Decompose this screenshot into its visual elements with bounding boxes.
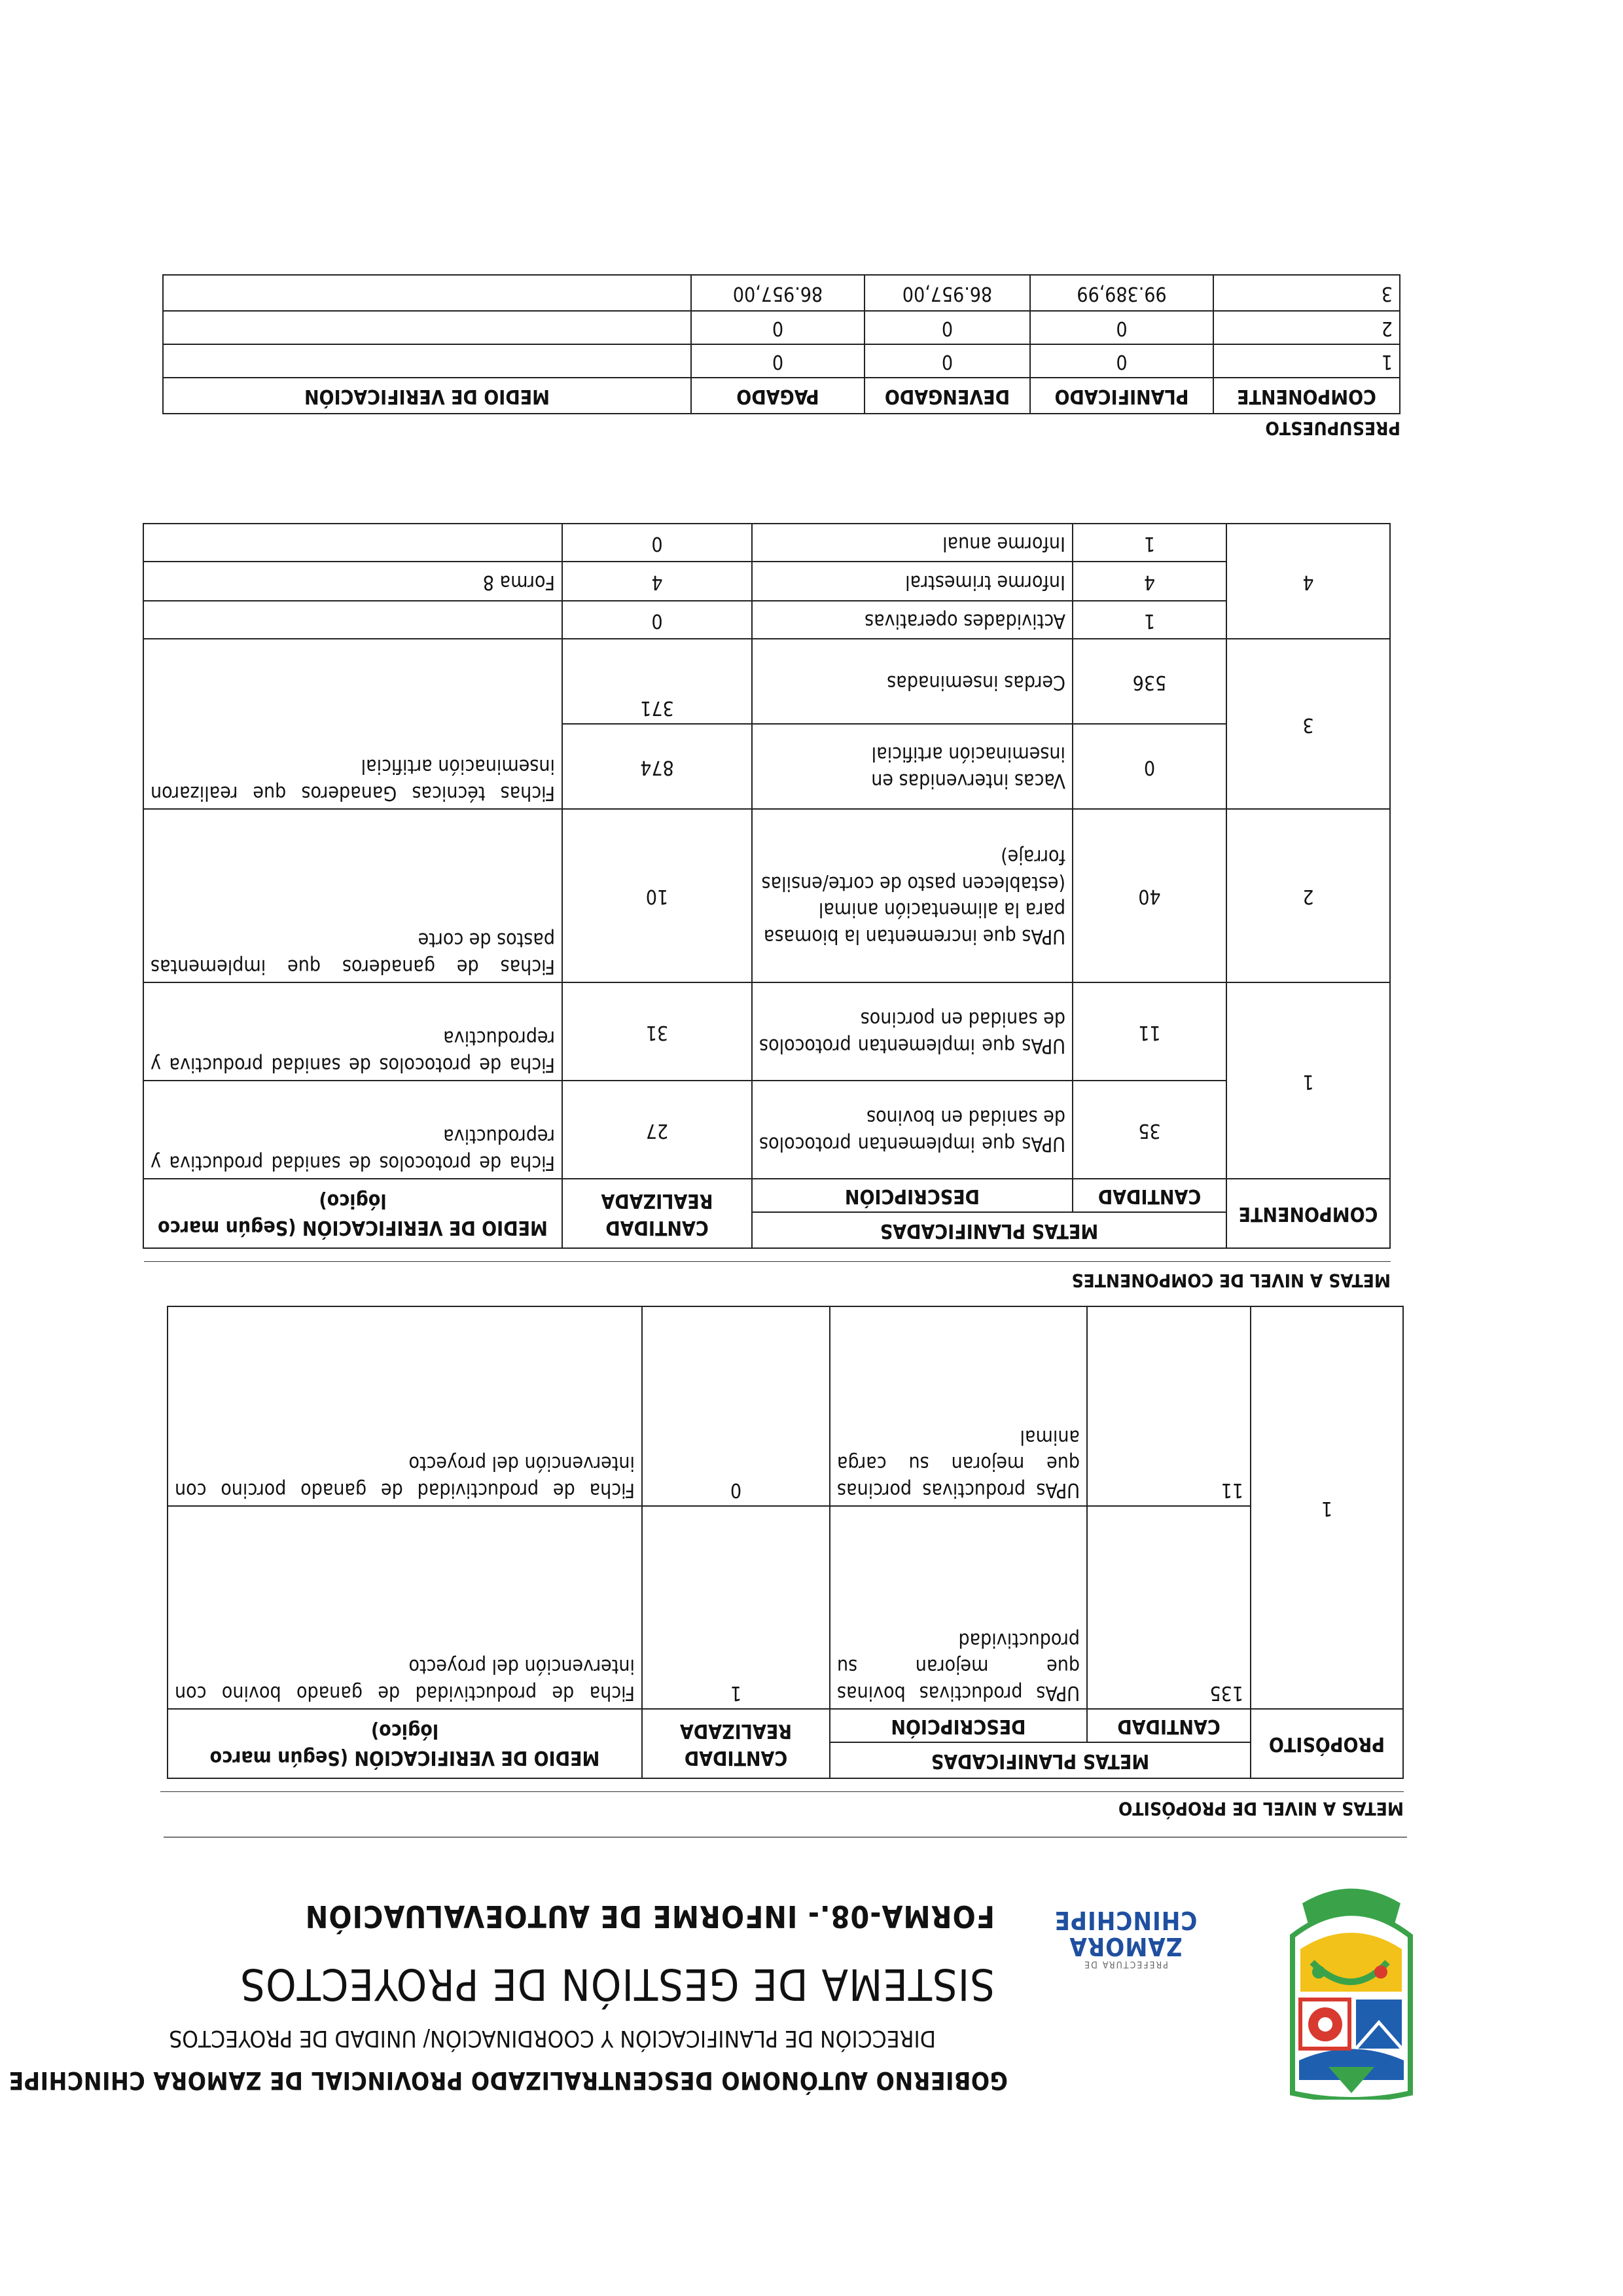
- table-row: [143, 601, 1390, 639]
- componentes-table: [143, 523, 1391, 1249]
- pagado-cell: 0: [691, 344, 865, 378]
- descripcion-cell: UPAs productivas bovinas que mejoran su productividad: [830, 1506, 1087, 1709]
- proposito-number: 1: [1251, 1306, 1403, 1709]
- table-row: [143, 982, 1390, 1081]
- realizada-cell: 874: [562, 724, 752, 809]
- medio-cell: Forma 8: [143, 562, 562, 601]
- cantidad-cell: 40: [1073, 809, 1226, 982]
- descripcion-header: DESCRIPCIÓN: [830, 1709, 1087, 1742]
- table-row: [143, 1081, 1390, 1179]
- medio-cell: [143, 524, 562, 562]
- proposito-table: [167, 1306, 1404, 1779]
- descripcion-cell: UPAs que implementan protocolos de sanidad en porcinos: [752, 982, 1073, 1081]
- presupuesto-table: [162, 274, 1400, 414]
- realizada-cell: 27: [562, 1081, 752, 1179]
- descripcion-cell: Vacas intervenidas en inseminación artificial: [752, 724, 1073, 809]
- descripcion-cell: Cerdas inseminadas: [752, 639, 1073, 724]
- planificado-cell: 99.389,99: [1030, 275, 1213, 311]
- devengado-cell: 86.957,00: [865, 275, 1030, 311]
- planificado-cell: 0: [1030, 311, 1213, 344]
- medio-cell: [163, 344, 691, 378]
- form-title: FORMA-08.- INFORME DE AUTOEVALUACIÓN: [304, 1899, 995, 1934]
- descripcion-cell: Actividades operativas: [752, 601, 1073, 639]
- devengado-cell: 0: [865, 344, 1030, 378]
- descripcion-header: DESCRIPCIÓN: [752, 1179, 1073, 1212]
- medio-cell: [163, 311, 691, 344]
- medio-cell: Fichas técnicas Ganaderos que realizaron inseminación artificial: [143, 639, 562, 809]
- cantidad-cell: 1: [1073, 524, 1226, 562]
- cantidad-cell: 0: [1073, 724, 1226, 809]
- cantidad-header: CANTIDAD: [1073, 1179, 1226, 1212]
- table-row: [163, 344, 1400, 378]
- table-row: [163, 311, 1400, 344]
- metas-header: METAS PLANIFICADAS: [752, 1212, 1226, 1248]
- descripcion-cell: UPAs que implementan protocolos de sanidad en bovinos: [752, 1081, 1073, 1179]
- institution-name: GOBIERNO AUTÓNOMO DESCENTRALIZADO PROVINCIAL DE ZAMORA CHINCHIPE: [8, 2066, 1008, 2094]
- proposito-section-title: METAS A NIVEL DE PROPÓSITO: [1118, 1798, 1404, 1820]
- medio-cell: Fichas de ganaderos que implementas pastos de corte: [143, 809, 562, 982]
- table-row: [143, 524, 1390, 562]
- pagado-cell: 0: [691, 311, 865, 344]
- cantidad-cell: 536: [1073, 639, 1226, 724]
- realizada-cell: 1: [642, 1506, 830, 1709]
- realizada-cell: 31: [562, 982, 752, 1081]
- presupuesto-section-title: PRESUPUESTO: [1265, 418, 1400, 439]
- componente-header: COMPONENTE: [1213, 378, 1400, 414]
- devengado-cell: 0: [865, 311, 1030, 344]
- componente-number: 1: [1226, 982, 1390, 1179]
- logo-text: [1018, 1907, 1234, 1969]
- medio-cell: Ficha de protocolos de sanidad productiva y reproductiva: [143, 1081, 562, 1179]
- pagado-header: PAGADO: [691, 378, 865, 414]
- medio-cell: Ficha de productividad de ganado porcino con intervención del proyecto: [168, 1306, 642, 1506]
- header-divider: [164, 1837, 1407, 1838]
- realizada-cell: 0: [642, 1306, 830, 1506]
- cantidad-cell: 11: [1087, 1306, 1251, 1506]
- componente-cell: 1: [1213, 344, 1400, 378]
- componentes-section-title: METAS A NIVEL DE COMPONENTES: [1071, 1270, 1391, 1291]
- cantidad-cell: 1: [1073, 601, 1226, 639]
- prefecture-logo: [1283, 1864, 1420, 2100]
- cantidad-cell: 135: [1087, 1506, 1251, 1709]
- cantidad-cell: 35: [1073, 1081, 1226, 1179]
- descripcion-cell: UPAs que incrementan la biomasa para la alimentación animal (establecen pasto de corte/ensilas forraje): [752, 809, 1073, 982]
- realizada-cell: 0: [562, 524, 752, 562]
- proposito-section-line: [160, 1791, 1404, 1792]
- table-row: [143, 724, 1390, 809]
- componente-number: 2: [1226, 809, 1390, 982]
- devengado-header: DEVENGADO: [865, 378, 1030, 414]
- medio-cell: Ficha de protocolos de sanidad productiva y reproductiva: [143, 982, 562, 1081]
- medio-header: MEDIO DE VERIFICACIÓN: [163, 378, 691, 414]
- descripcion-cell: Informe trimestral: [752, 562, 1073, 601]
- realizada-cell: 10: [562, 809, 752, 982]
- descripcion-cell: Informe anual: [752, 524, 1073, 562]
- table-row: [143, 809, 1390, 982]
- medio-header: MEDIO DE VERIFICACIÓN (Según marco lógico): [143, 1179, 562, 1248]
- planificado-header: PLANIFICADO: [1030, 378, 1213, 414]
- planificado-cell: 0: [1030, 344, 1213, 378]
- department-name: DIRECCIÓN DE PLANIFICACIÓN Y COORDINACIÓN/ UNIDAD DE PROYECTOS: [169, 2025, 936, 2051]
- cantidad-cell: 11: [1073, 982, 1226, 1081]
- metas-header: METAS PLANIFICADAS: [830, 1742, 1251, 1778]
- realizada-header: CANTIDAD REALIZADA: [562, 1179, 752, 1248]
- cantidad-cell: 4: [1073, 562, 1226, 601]
- table-row: [163, 275, 1400, 311]
- realizada-cell: 4: [562, 562, 752, 601]
- componente-header: COMPONENTE: [1226, 1179, 1390, 1248]
- componente-cell: 2: [1213, 311, 1400, 344]
- table-row: [143, 562, 1390, 601]
- proposito-header: PROPÓSITO: [1251, 1709, 1403, 1778]
- cantidad-header: CANTIDAD: [1087, 1709, 1251, 1742]
- medio-cell: [143, 601, 562, 639]
- logo-top-text: PREFECTURA DE: [1083, 1959, 1168, 1969]
- realizada-cell: 371: [562, 639, 752, 724]
- realizada-header: CANTIDAD REALIZADA: [642, 1709, 830, 1778]
- logo-name-chinchipe: CHINCHIPE: [1054, 1906, 1198, 1935]
- pagado-cell: 86.957,00: [691, 275, 865, 311]
- system-title: SISTEMA DE GESTIÓN DE PROYECTOS: [240, 1959, 995, 2009]
- realizada-cell: 0: [562, 601, 752, 639]
- medio-cell: [163, 275, 691, 311]
- table-row: [168, 1306, 1403, 1506]
- descripcion-cell: UPAs productivas porcinas que mejoran su carga animal: [830, 1306, 1087, 1506]
- logo-name-zamora: ZAMORA: [1069, 1932, 1183, 1962]
- componentes-section-line: [144, 1261, 1391, 1262]
- table-row: [168, 1506, 1403, 1709]
- componente-number: 3: [1226, 639, 1390, 809]
- medio-cell: Ficha de productividad de ganado bovino con intervención del proyecto: [168, 1506, 642, 1709]
- componente-number: 4: [1226, 524, 1390, 639]
- componente-cell: 3: [1213, 275, 1400, 311]
- medio-header: MEDIO DE VERIFICACIÓN (Según marco lógico): [168, 1709, 642, 1778]
